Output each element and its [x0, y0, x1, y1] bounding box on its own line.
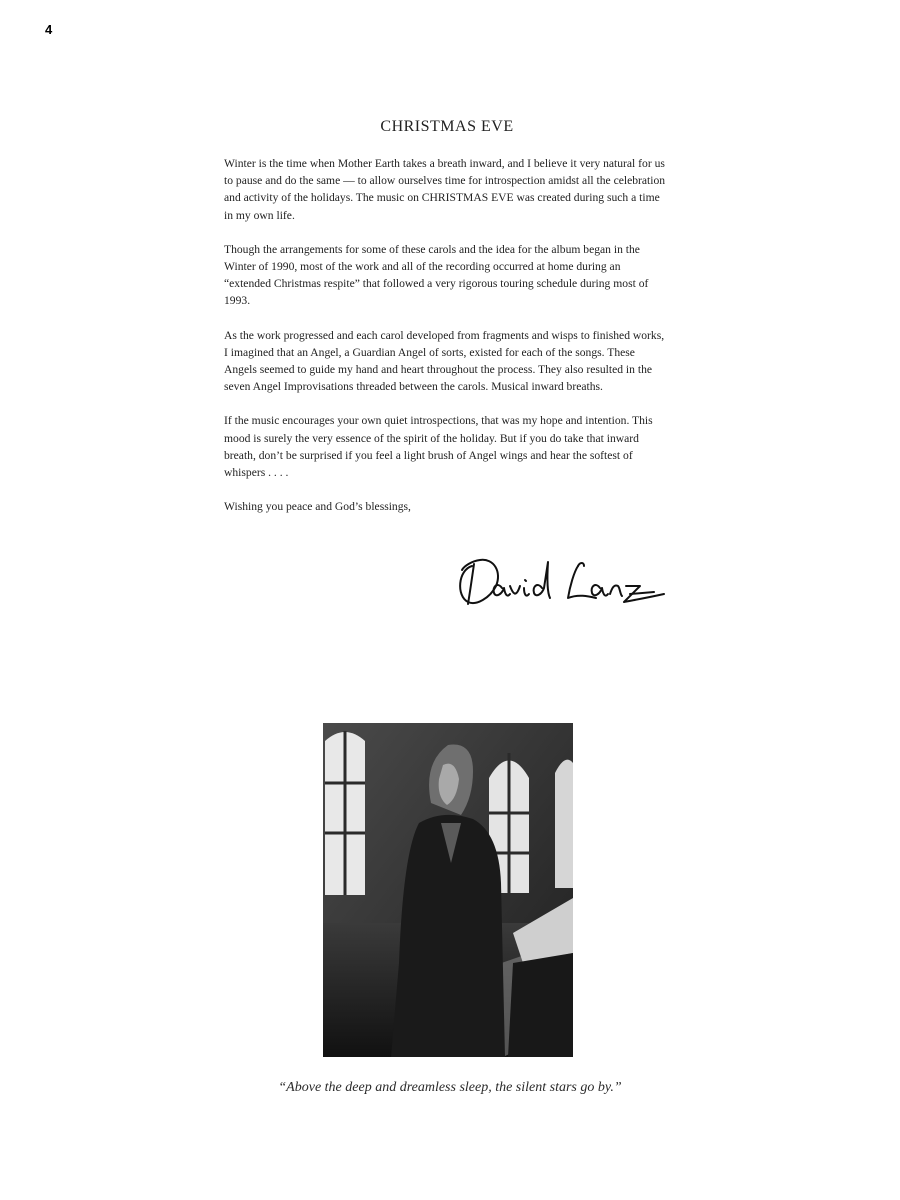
- closing-line: Wishing you peace and God’s blessings,: [224, 500, 411, 514]
- page-title: CHRISTMAS EVE: [380, 118, 514, 135]
- paragraph-1: Winter is the time when Mother Earth takes a breath inward, and I believe it very natural for us to pause and do the same — to allow ourselves time for introspection amidst all the celebration and activity of the holidays. The music on CHRISTMAS EVE was created during such a time in my own life.: [224, 157, 666, 222]
- window-left: [325, 731, 365, 895]
- paragraph-4: If the music encourages your own quiet introspections, that was my hope and intention. This mood is surely the very essence of the spirit of the holiday. But if you do take that inward breath, don’t be surprised if you feel a light brush of Angel wings and hear the softest of whispers . . . .: [224, 414, 653, 480]
- page-number: 4: [45, 22, 53, 37]
- paragraph-2: Though the arrangements for some of these carols and the idea for the album began in the Winter of 1990, most of the work and all of the recording occurred at home during an “extended Christmas respite” that followed a very rigorous touring schedule during most of 1993.: [224, 242, 649, 308]
- paragraph-3: As the work progressed and each carol developed from fragments and wisps to finished works, I imagined that an Angel, a Guardian Angel of sorts, existed for each of the songs. These Angels seemed to guide my hand and heart throughout the process. They also resulted in the seven Angel Improvisations threaded between the carols. Musical inward breaths.: [224, 328, 665, 394]
- photo-caption: “Above the deep and dreamless sleep, the silent stars go by.”: [278, 1080, 622, 1095]
- signature: [450, 548, 680, 618]
- portrait-photo: [323, 723, 573, 1057]
- letter-body: [224, 155, 670, 532]
